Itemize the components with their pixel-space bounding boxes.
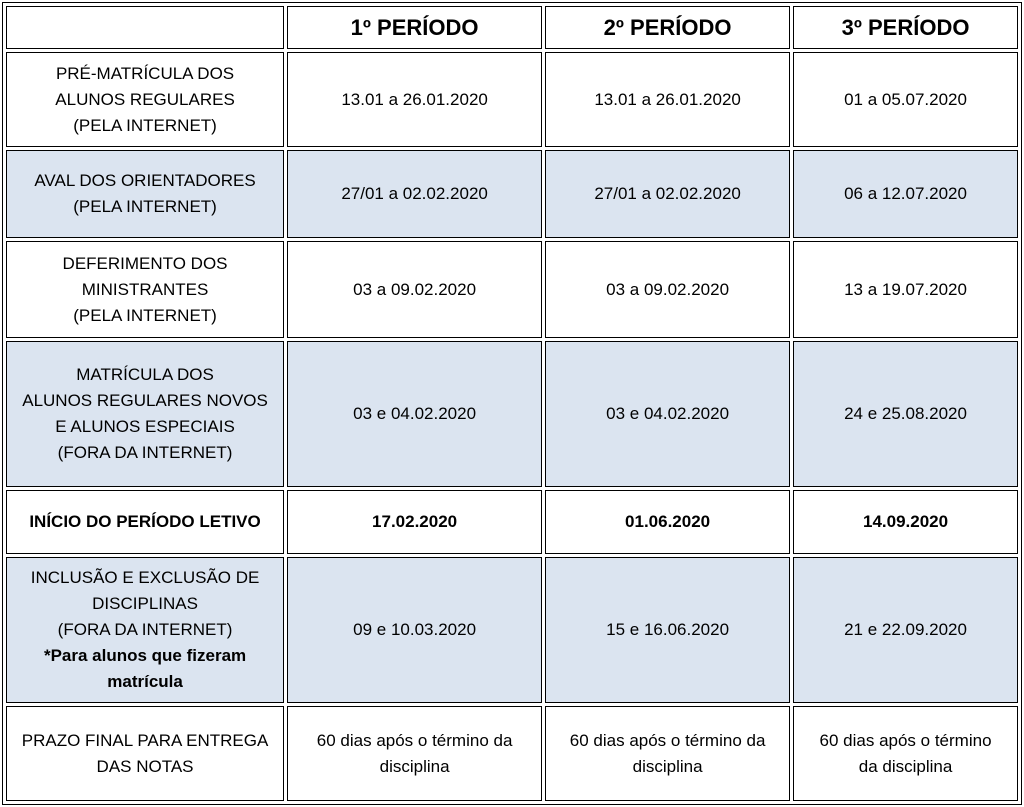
cell-period-1: 27/01 a 02.02.2020 [287, 150, 542, 239]
row-label-aval-orientadores: AVAL DOS ORIENTADORES (PELA INTERNET) [6, 150, 284, 239]
cell-period-1: 13.01 a 26.01.2020 [287, 52, 542, 147]
table-row-deferimento [6, 241, 1018, 338]
cell-period-3: 60 dias após o término da disciplina [793, 706, 1018, 801]
cell-period-3: 13 a 19.07.2020 [793, 241, 1018, 338]
footnote-matricula-cont: matrícula [107, 672, 183, 692]
cell-period-2: 27/01 a 02.02.2020 [545, 150, 790, 239]
cell-period-1: 03 a 09.02.2020 [287, 241, 542, 338]
table-row-inclusao-exclusao [6, 557, 1018, 703]
cell-period-2: 03 a 09.02.2020 [545, 241, 790, 338]
row-label-prazo-final: PRAZO FINAL PARA ENTREGA DAS NOTAS [6, 706, 284, 801]
cell-period-1: 09 e 10.03.2020 [287, 557, 542, 703]
cell-period-3: 14.09.2020 [793, 490, 1018, 554]
cell-period-3: 01 a 05.07.2020 [793, 52, 1018, 147]
header-period-1: 1º PERÍODO [287, 6, 542, 49]
header-corner-cell [6, 6, 284, 49]
cell-period-2: 60 dias após o término da disciplina [545, 706, 790, 801]
footnote-matricula: *Para alunos que fizeram [43, 646, 247, 666]
cell-period-3: 06 a 12.07.2020 [793, 150, 1018, 239]
table-row-prazo-final [6, 706, 1018, 801]
cell-period-1: 03 e 04.02.2020 [287, 341, 542, 487]
row-label-inicio-periodo: INÍCIO DO PERÍODO LETIVO [6, 490, 284, 554]
cell-period-2: 13.01 a 26.01.2020 [545, 52, 790, 147]
table-row-inicio-periodo [6, 490, 1018, 554]
table-row-matricula [6, 341, 1018, 487]
header-row [6, 6, 1018, 49]
cell-period-2: 15 e 16.06.2020 [545, 557, 790, 703]
header-period-3: 3º PERÍODO [793, 6, 1018, 49]
cell-period-3: 21 e 22.09.2020 [793, 557, 1018, 703]
cell-period-2: 01.06.2020 [545, 490, 790, 554]
cell-period-3: 24 e 25.08.2020 [793, 341, 1018, 487]
cell-period-1: 17.02.2020 [287, 490, 542, 554]
table-row-aval-orientadores [6, 150, 1018, 239]
cell-period-2: 03 e 04.02.2020 [545, 341, 790, 487]
row-label-deferimento: DEFERIMENTO DOS MINISTRANTES (PELA INTERNET) [6, 241, 284, 338]
row-label-pre-matricula: PRÉ-MATRÍCULA DOS ALUNOS REGULARES (PELA INTERNET) [6, 52, 284, 147]
cell-period-1: 60 dias após o término da disciplina [287, 706, 542, 801]
row-label-matricula: MATRÍCULA DOS ALUNOS REGULARES NOVOS E ALUNOS ESPECIAIS (FORA DA INTERNET) [6, 341, 284, 487]
table-row-pre-matricula [6, 52, 1018, 147]
row-label-inclusao-exclusao: INCLUSÃO E EXCLUSÃO DE DISCIPLINAS (FORA DA INTERNET) *Para alunos que fizeram matrícula [6, 557, 284, 703]
academic-calendar-table [2, 2, 1022, 805]
header-period-2: 2º PERÍODO [545, 6, 790, 49]
